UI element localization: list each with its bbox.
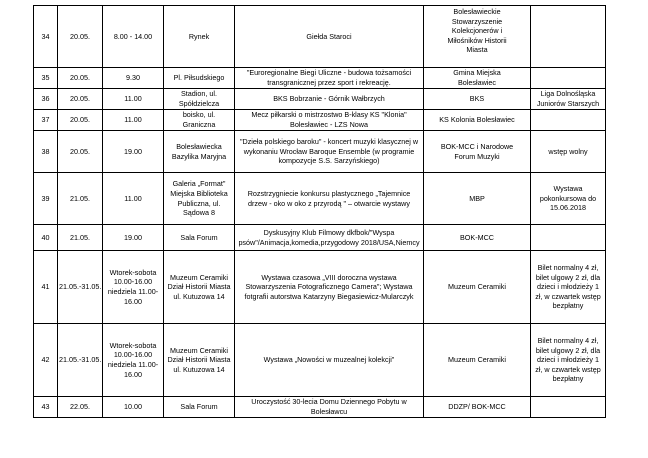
organizer-cell-line: Gmina Miejska: [453, 68, 501, 78]
place-cell-line: ul. Kutuzowa 14: [173, 364, 225, 374]
notes-cell: [531, 251, 606, 324]
organizer-cell-line: BOK-MCC i Narodowe: [440, 141, 514, 151]
time-cell: [103, 324, 164, 397]
table-row: [34, 6, 606, 68]
row-number: 38: [34, 131, 58, 173]
organizer-cell: [424, 68, 531, 89]
organizer-cell: MBP: [424, 173, 531, 225]
table-row: [34, 173, 606, 225]
place-cell-line: boisko, ul.: [182, 110, 216, 120]
event-cell: Giełda Staroci: [235, 6, 424, 68]
notes-cell-line: zł, w czwartek wstęp: [535, 364, 601, 374]
event-cell-line: Mecz piłkarski o mistrzostwo B-klasy KS "Klonia": [251, 110, 407, 120]
time-cell-line: 10.00-16.00: [113, 350, 153, 360]
row-number: 36: [34, 89, 58, 110]
notes-cell: [531, 225, 606, 251]
notes-cell-line: dzieci i młodzieży 1: [537, 282, 599, 292]
place-cell-line: ul. Kutuzowa 14: [173, 291, 225, 301]
organizer-cell-line: Bolesławiec: [458, 78, 496, 87]
event-cell-line: Wystawa czasowa „VIII doroczna wystawa: [261, 272, 397, 282]
table-row: [34, 89, 606, 110]
row-number: 34: [34, 6, 58, 68]
place-cell: Sala Forum: [164, 225, 235, 251]
notes-cell: wstęp wolny: [531, 131, 606, 173]
table-row: [34, 110, 606, 131]
time-cell-line: 16.00: [124, 369, 142, 379]
event-cell-line: Rozstrzygniecie konkursu plastycznego „Tajemnice: [247, 188, 411, 198]
place-cell: [164, 110, 235, 131]
table-row: [34, 397, 606, 418]
time-cell: 8.00 - 14.00: [103, 6, 164, 68]
time-cell-line: niedziela 11.00-: [107, 287, 159, 296]
place-cell-line: Galeria „Format": [172, 179, 226, 189]
organizer-cell-line: Stowarzyszenie: [451, 16, 503, 26]
organizer-cell: Muzeum Ceramiki: [424, 324, 531, 397]
date-cell: 21.05.-31.05.: [58, 324, 103, 397]
event-cell-line: Uroczystość 30-lecia Domu Dziennego Pobytu w: [251, 397, 407, 407]
place-cell: [164, 251, 235, 324]
time-cell: 11.00: [103, 173, 164, 225]
notes-cell: [531, 324, 606, 397]
table-row: [34, 131, 606, 173]
event-cell: [235, 131, 424, 173]
row-number: 39: [34, 173, 58, 225]
organizer-cell: [424, 6, 531, 68]
place-cell-line: Muzeum Ceramiki: [170, 345, 228, 355]
date-cell: 21.05.: [58, 225, 103, 251]
place-cell: [164, 324, 235, 397]
date-cell: 20.05.: [58, 89, 103, 110]
place-cell-line: Miejska Biblioteka: [170, 188, 228, 198]
date-cell: 20.05.: [58, 131, 103, 173]
time-cell-line: 16.00: [124, 296, 142, 306]
place-cell-line: Muzeum Ceramiki: [170, 272, 228, 282]
time-cell-line: 10.00-16.00: [113, 277, 153, 287]
time-cell: 10.00: [103, 397, 164, 418]
event-cell: [235, 251, 424, 324]
row-number: 40: [34, 225, 58, 251]
event-cell-line: transgranicznej przez sport i rekreację.: [267, 78, 391, 87]
date-cell: 21.05.: [58, 173, 103, 225]
organizer-cell-line: Kolekcjonerów i: [451, 26, 503, 36]
organizer-cell: BKS: [424, 89, 531, 110]
organizer-cell: BOK-MCC: [424, 225, 531, 251]
event-cell-line: fotgrafii autorstwa Katarzyny Biegasiewicz-Mularczyk: [244, 291, 414, 301]
organizer-cell: KS Kolonia Bolesławiec: [424, 110, 531, 131]
event-cell-line: wykonaniu Wrocław Baroque Ensemble (w programie: [243, 146, 415, 156]
event-cell: [235, 68, 424, 89]
date-cell: 21.05.-31.05.: [58, 251, 103, 324]
time-cell: 9.30: [103, 68, 164, 89]
notes-cell-line: bilet ulgowy 2 zł, dla: [535, 345, 601, 355]
event-cell: [235, 225, 424, 251]
notes-cell: [531, 68, 606, 89]
notes-cell-line: bezpłatny: [552, 374, 584, 384]
notes-cell-line: bilet ulgowy 2 zł, dla: [535, 272, 601, 282]
notes-cell-line: zł, w czwartek wstęp: [535, 291, 601, 301]
event-cell-line: psów"/Animacja,komedia,przygodowy 2018/USA,Niemcy: [238, 237, 420, 247]
event-cell: [235, 110, 424, 131]
notes-cell-line: Bilet normalny 4 zł,: [537, 263, 599, 273]
notes-cell: [531, 173, 606, 225]
place-cell-line: Publiczna, ul.: [177, 198, 221, 208]
place-cell-line: Sądowa 8: [183, 208, 215, 218]
notes-cell: [531, 397, 606, 418]
place-cell: Rynek: [164, 6, 235, 68]
event-cell-line: Bolesławcu: [310, 407, 348, 416]
event-cell-line: "Dzieła polskiego baroku" - koncert muzyki klasycznej w: [239, 137, 419, 147]
row-number: 37: [34, 110, 58, 131]
place-cell-line: Stadion, ul.: [181, 89, 217, 99]
place-cell-line: Graniczna: [182, 120, 216, 129]
organizer-cell: DDZP/ BOK-MCC: [424, 397, 531, 418]
notes-cell: [531, 110, 606, 131]
notes-cell: [531, 89, 606, 110]
event-cell-line: "Euroregionalne Biegi Uliczne - budowa tożsamości: [246, 68, 412, 78]
event-cell: [235, 397, 424, 418]
time-cell: [103, 251, 164, 324]
event-cell: BKS Bobrzanie - Górnik Wałbrzych: [235, 89, 424, 110]
event-cell-line: kompozycje S.S. Sarzyńskiego): [278, 156, 380, 166]
table-row: [34, 324, 606, 397]
date-cell: 20.05.: [58, 110, 103, 131]
place-cell: [164, 173, 235, 225]
notes-cell-line: Juniorów Starszych: [536, 99, 600, 108]
time-cell: 19.00: [103, 131, 164, 173]
place-cell: Sala Forum: [164, 397, 235, 418]
organizer-cell-line: Miasta: [466, 45, 488, 55]
time-cell: 19.00: [103, 225, 164, 251]
notes-cell-line: Wystawa: [553, 184, 583, 194]
notes-cell: [531, 6, 606, 68]
notes-cell-line: pokonkursowa do: [539, 193, 597, 203]
organizer-cell-line: Bolesławieckie: [453, 7, 501, 16]
row-number: 35: [34, 68, 58, 89]
place-cell-line: Spółdzielcza: [178, 99, 220, 108]
time-cell-line: niedziela 11.00-: [107, 360, 159, 369]
organizer-cell-line: Miłośników Historii: [447, 35, 507, 45]
event-cell-line: drzew - oko w oko z przyrodą " – otwarcie wystawy: [248, 198, 410, 208]
event-cell-line: Bolesławiec - LZS Nowa: [290, 120, 368, 129]
place-cell: [164, 131, 235, 173]
time-cell-line: Wtorek-sobota: [109, 267, 157, 277]
event-cell: Wystawa „Nowości w muzealnej kolekcji": [235, 324, 424, 397]
date-cell: 22.05.: [58, 397, 103, 418]
notes-cell-line: bezpłatny: [552, 301, 584, 311]
organizer-cell: Muzeum Ceramiki: [424, 251, 531, 324]
table-row: [34, 225, 606, 251]
notes-cell-line: dzieci i młodzieży 1: [537, 355, 599, 365]
notes-cell-line: Liga Dolnośląska: [540, 89, 596, 99]
row-number: 41: [34, 251, 58, 324]
organizer-cell: [424, 131, 531, 173]
place-cell-line: Bazylika Maryjna: [171, 151, 227, 161]
event-cell-line: Dyskusyjny Klub Filmowy dkfbok/"Wyspa: [263, 227, 395, 237]
table-row: [34, 68, 606, 89]
events-table: [33, 5, 606, 418]
place-cell: [164, 89, 235, 110]
place-cell-line: Dział Historii Miasta: [167, 355, 231, 365]
time-cell: 11.00: [103, 110, 164, 131]
row-number: 42: [34, 324, 58, 397]
organizer-cell-line: Forum Muzyki: [454, 151, 500, 161]
event-cell: [235, 173, 424, 225]
time-cell-line: Wtorek-sobota: [109, 340, 157, 350]
time-cell: 11.00: [103, 89, 164, 110]
table-row: [34, 251, 606, 324]
event-cell-line: Stowarzyszenia Fotograficznego Camera"; Wystawa: [245, 282, 413, 292]
row-number: 43: [34, 397, 58, 418]
date-cell: 20.05.: [58, 6, 103, 68]
notes-cell-line: 15.06.2018: [550, 203, 586, 213]
date-cell: 20.05.: [58, 68, 103, 89]
place-cell-line: Dział Historii Miasta: [167, 282, 231, 292]
place-cell: Pl. Piłsudskiego: [164, 68, 235, 89]
notes-cell-line: Bilet normalny 4 zł,: [537, 336, 599, 346]
place-cell-line: Bolesławiecka: [176, 141, 222, 151]
